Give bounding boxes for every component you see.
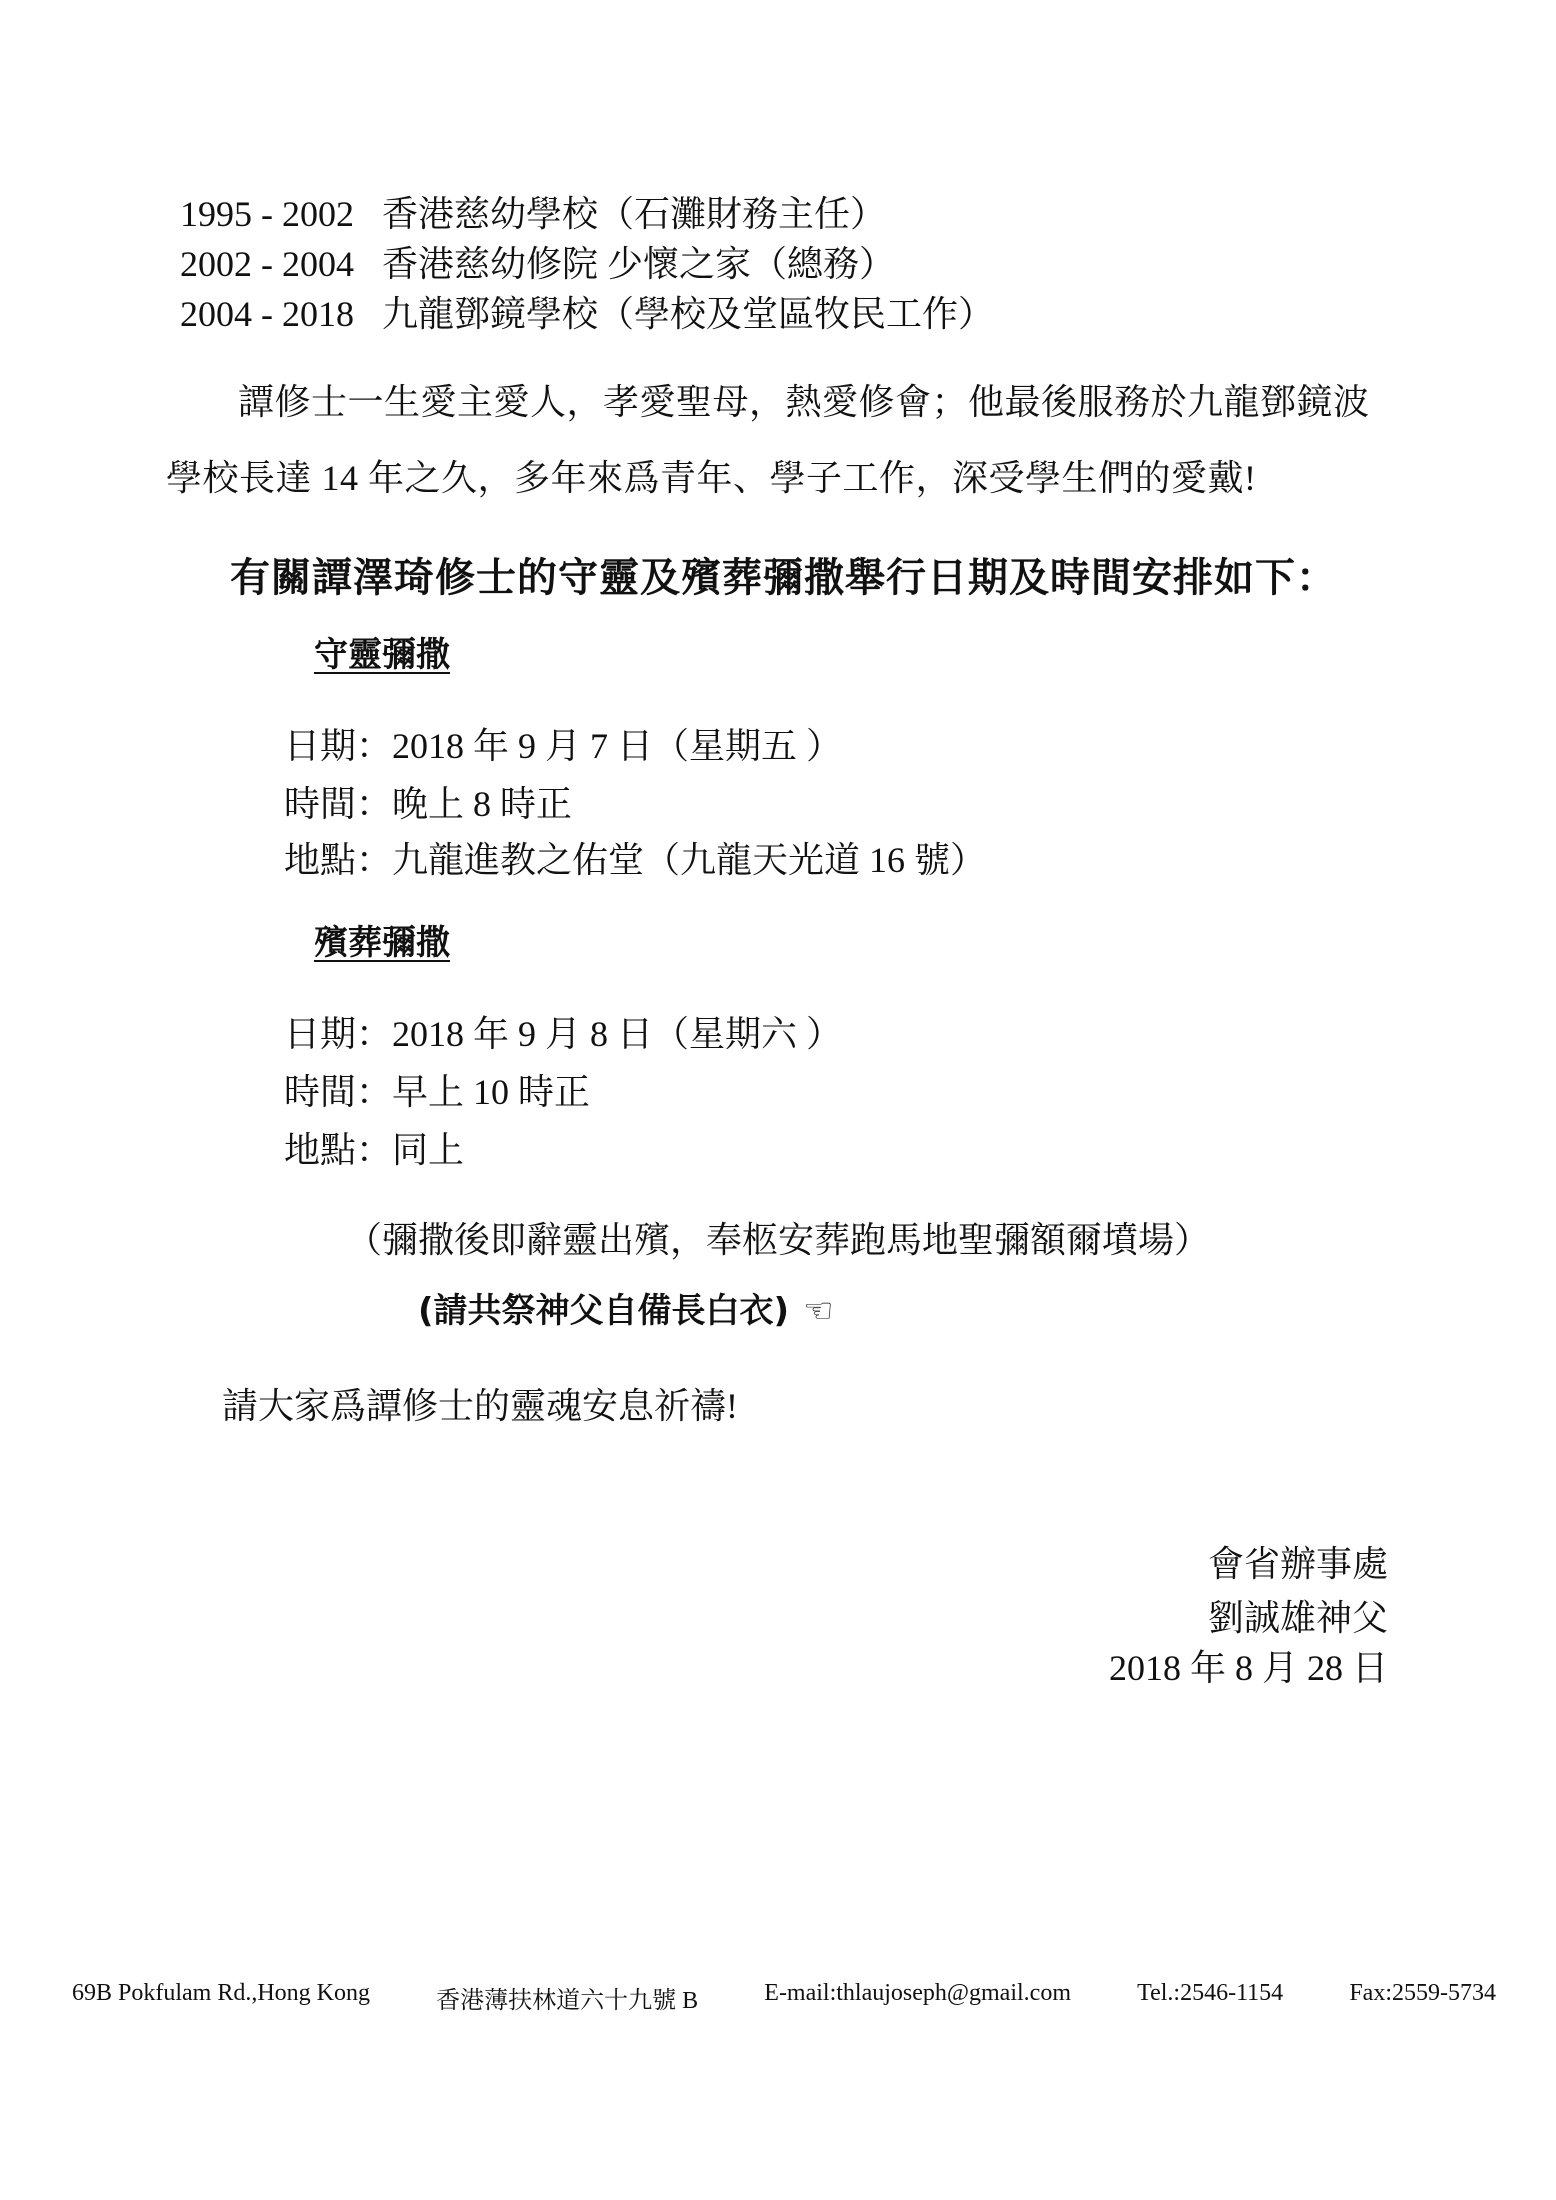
footer-contact-bar bbox=[72, 1980, 1496, 2015]
career-years: 1995 - 2002 bbox=[180, 194, 354, 234]
funeral-place: 地點：同上 bbox=[284, 1130, 465, 1170]
vestment-note bbox=[418, 1291, 834, 1331]
vigil-place: 地點：九龍進教之佑堂（九龍天光道 16 號） bbox=[284, 840, 987, 880]
vigil-time: 時間：晚上 8 時正 bbox=[284, 784, 573, 824]
career-place: 香港慈幼學校（石灘財務主任） bbox=[382, 194, 887, 234]
paragraph-line-2: 學校長達 14 年之久，多年來爲青年、學子工作，深受學生們的愛戴! bbox=[166, 458, 1257, 498]
career-row bbox=[180, 196, 886, 232]
career-years: 2004 - 2018 bbox=[180, 294, 354, 334]
footer-address-zh: 香港薄扶林道六十九號 B bbox=[436, 1988, 699, 2014]
funeral-mass-title: 殯葬彌撒 bbox=[314, 923, 450, 963]
career-place: 香港慈幼修院 少懷之家（總務） bbox=[382, 244, 896, 284]
funeral-date: 日期：2018 年 9 月 8 日（星期六 ） bbox=[284, 1014, 843, 1054]
funeral-time: 時間：早上 10 時正 bbox=[284, 1072, 591, 1112]
prayer-request: 請大家爲譚修士的靈魂安息祈禱! bbox=[222, 1386, 738, 1426]
career-row bbox=[180, 296, 994, 332]
signature-office: 會省辦事處 bbox=[1207, 1544, 1388, 1584]
career-place: 九龍鄧鏡學校（學校及堂區牧民工作） bbox=[382, 294, 995, 334]
footer-address-en: 69B Pokfulam Rd.,Hong Kong bbox=[72, 1980, 371, 2006]
vigil-date: 日期：2018 年 9 月 7 日（星期五 ） bbox=[284, 726, 843, 766]
footer-fax: Fax:2559-5734 bbox=[1349, 1980, 1496, 2006]
career-years: 2002 - 2004 bbox=[180, 244, 354, 284]
footer-email: E-mail:thlaujoseph@gmail.com bbox=[764, 1980, 1071, 2006]
career-row bbox=[180, 246, 895, 282]
paragraph-line-1: 譚修士一生愛主愛人，孝愛聖母，熱愛修會；他最後服務於九龍鄧鏡波 bbox=[238, 382, 1370, 422]
footer-tel: Tel.:2546-1154 bbox=[1137, 1980, 1284, 2006]
pointing-left-hand-icon: ☜ bbox=[803, 1291, 834, 1331]
vestment-note-text: (請共祭神父自備長白衣) bbox=[418, 1291, 790, 1331]
signature-date: 2018 年 8 月 28 日 bbox=[1108, 1648, 1388, 1688]
signature-name: 劉誠雄神父 bbox=[1207, 1598, 1388, 1638]
vigil-mass-title: 守靈彌撒 bbox=[314, 635, 450, 675]
page-heading: 有關譚澤琦修士的守靈及殯葬彌撒舉行日期及時間安排如下： bbox=[230, 555, 1337, 601]
burial-note: （彌撒後即辭靈出殯，奉柩安葬跑馬地聖彌額爾墳場） bbox=[346, 1220, 1211, 1260]
